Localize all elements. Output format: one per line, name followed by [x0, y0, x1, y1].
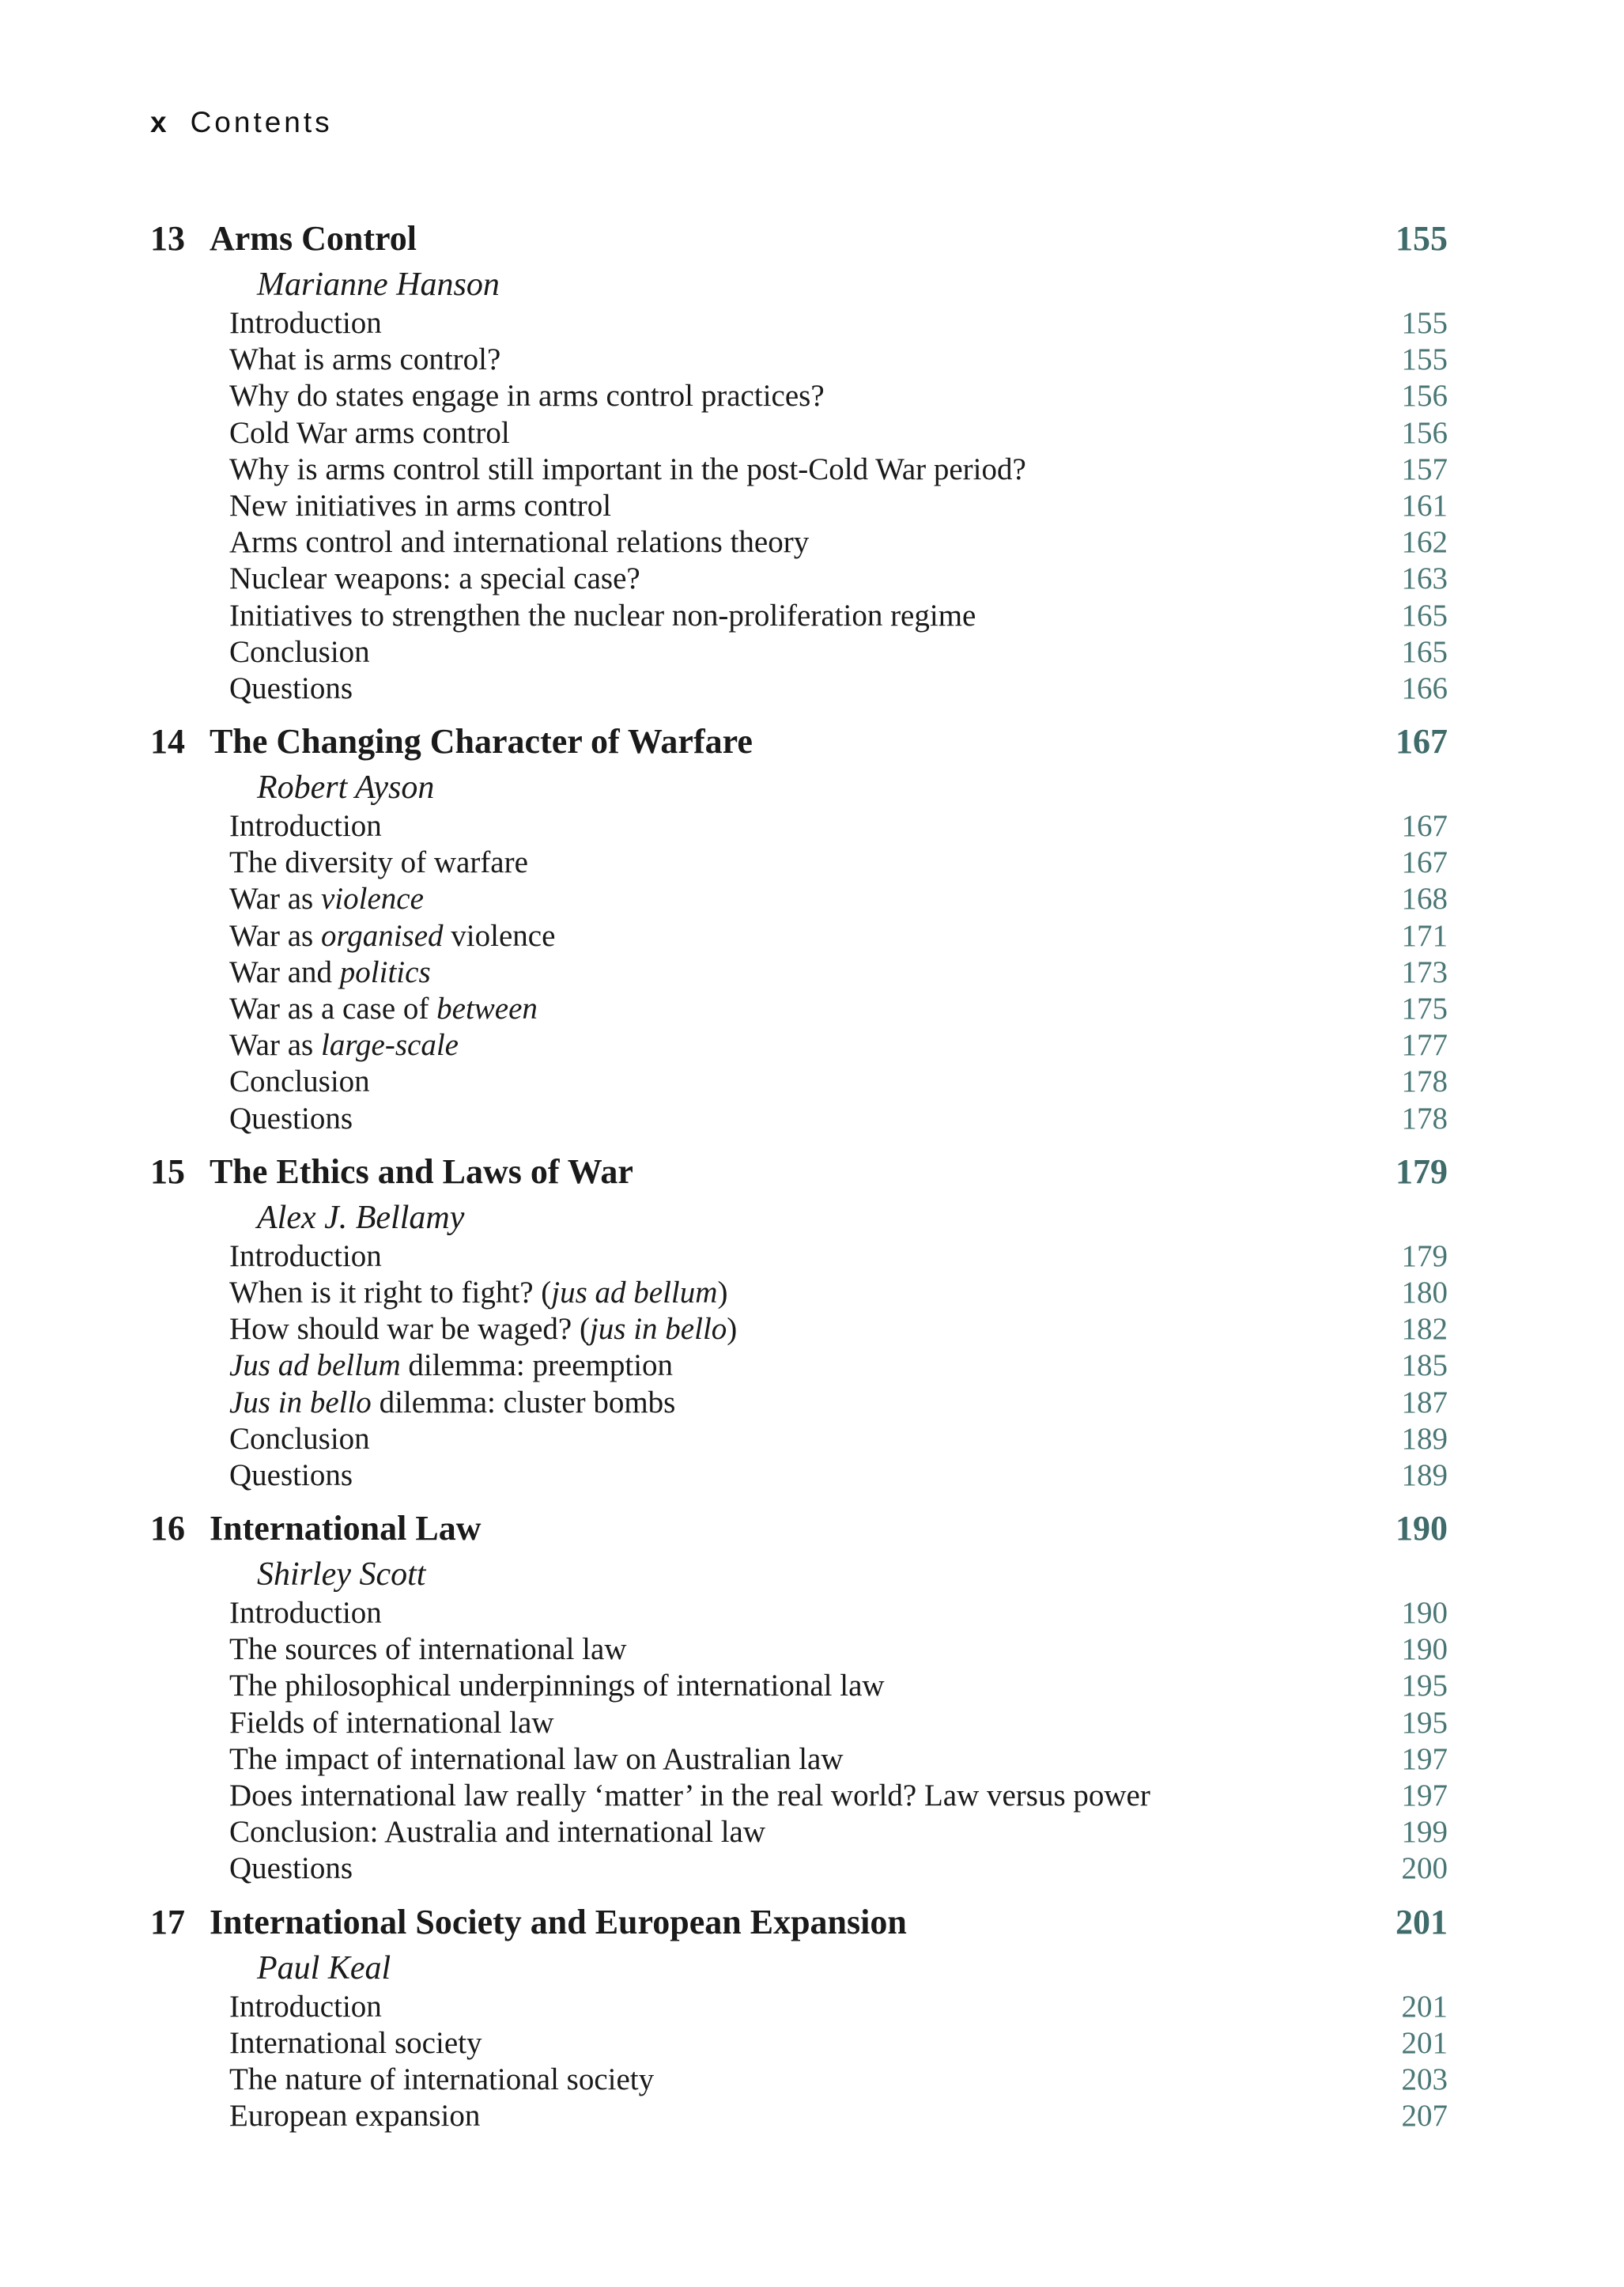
- section-title: [229, 1312, 737, 1346]
- section-title: New initiatives in arms control: [229, 488, 612, 523]
- section-title: Arms control and international relations theory: [229, 525, 810, 560]
- table-of-contents: [150, 214, 1448, 2144]
- section-title: Questions: [229, 671, 353, 705]
- section-entry: [150, 2098, 1448, 2134]
- section-title: Why is arms control still important in the post-Cold War period?: [229, 452, 1026, 486]
- section-title-italic: Jus ad bellum: [229, 1348, 401, 1383]
- section-page-number: 180: [1401, 1275, 1448, 1310]
- section-page-number: 167: [1401, 845, 1448, 880]
- section-title: European expansion: [229, 2099, 481, 2134]
- section-title-text: War and: [229, 954, 340, 989]
- section-page-number: 166: [1401, 671, 1448, 705]
- chapter-entry: [150, 1147, 1448, 1494]
- section-entry: [150, 2025, 1448, 2062]
- section-page-number: 167: [1401, 809, 1448, 844]
- section-title: Initiatives to strengthen the nuclear non-proliferation regime: [229, 598, 976, 633]
- section-page-number: 189: [1401, 1457, 1448, 1492]
- section-title: Cold War arms control: [229, 415, 510, 450]
- section-title: The impact of international law on Australian law: [229, 1741, 844, 1776]
- section-entry: [150, 342, 1448, 378]
- section-title: Introduction: [229, 1238, 382, 1273]
- section-entry: [150, 808, 1448, 845]
- section-title: [229, 1385, 675, 1419]
- section-page-number: 195: [1401, 1669, 1448, 1703]
- section-title: What is arms control?: [229, 342, 501, 377]
- chapter-author: Alex J. Bellamy: [257, 1199, 465, 1236]
- chapter-number: 17: [150, 1902, 185, 1941]
- chapter-entry: [150, 1503, 1448, 1888]
- section-page-number: 201: [1401, 1989, 1448, 2024]
- section-entry: [150, 1311, 1448, 1348]
- chapter-title: International Society and European Expansion: [210, 1902, 907, 1941]
- chapter-entry: [150, 214, 1448, 707]
- section-title: [229, 992, 538, 1026]
- section-title: [229, 882, 424, 916]
- section-title-text: When is it right to fight? (: [229, 1275, 552, 1310]
- section-title: International society: [229, 2025, 482, 2060]
- chapter-heading: [150, 1147, 1448, 1197]
- section-entry: [150, 1421, 1448, 1457]
- section-title-italic: Jus in bello: [229, 1385, 372, 1419]
- section-entry: [150, 1238, 1448, 1275]
- section-title-italic: jus in bello: [589, 1312, 727, 1347]
- section-title-text: ): [727, 1312, 738, 1347]
- section-title: Introduction: [229, 1989, 382, 2024]
- section-title-italic: politics: [339, 954, 431, 989]
- section-entry: [150, 1348, 1448, 1384]
- section-page-number: 200: [1401, 1851, 1448, 1886]
- section-page-number: 201: [1401, 2025, 1448, 2060]
- chapter-entry: [150, 716, 1448, 1137]
- section-page-number: 185: [1401, 1348, 1448, 1383]
- chapter-page-number: 155: [1396, 219, 1448, 258]
- section-page-number: 179: [1401, 1238, 1448, 1273]
- chapter-author: Paul Keal: [257, 1949, 391, 1986]
- section-page-number: 197: [1401, 1741, 1448, 1776]
- section-page-number: 190: [1401, 1632, 1448, 1667]
- section-page-number: 156: [1401, 415, 1448, 450]
- running-head-title: Contents: [190, 106, 333, 138]
- section-page-number: 173: [1401, 954, 1448, 989]
- section-entry: [150, 671, 1448, 707]
- section-title: Conclusion: [229, 634, 370, 669]
- section-entry: [150, 1027, 1448, 1064]
- section-title-italic: between: [436, 992, 538, 1026]
- section-title-text: War as: [229, 918, 321, 953]
- section-page-number: 155: [1401, 342, 1448, 377]
- section-entry: [150, 991, 1448, 1027]
- section-title-text: War as: [229, 882, 321, 917]
- section-page-number: 165: [1401, 634, 1448, 669]
- section-title-italic: jus ad bellum: [551, 1275, 718, 1310]
- section-page-number: 155: [1401, 306, 1448, 340]
- section-entry: [150, 1064, 1448, 1100]
- section-title: The sources of international law: [229, 1632, 627, 1667]
- section-title: Nuclear weapons: a special case?: [229, 561, 640, 596]
- section-entry: [150, 1385, 1448, 1421]
- section-title-text: dilemma: preemption: [400, 1348, 674, 1383]
- section-page-number: 156: [1401, 379, 1448, 414]
- section-title: Conclusion: [229, 1421, 370, 1456]
- section-title: The philosophical underpinnings of international law: [229, 1669, 885, 1703]
- section-entry: [150, 1989, 1448, 2025]
- section-title-italic: organised: [320, 918, 444, 953]
- section-entry: [150, 1668, 1448, 1704]
- section-title: The diversity of warfare: [229, 845, 528, 880]
- section-page-number: 199: [1401, 1815, 1448, 1850]
- section-page-number: 195: [1401, 1705, 1448, 1740]
- section-title: The nature of international society: [229, 2062, 655, 2096]
- section-entry: [150, 1275, 1448, 1311]
- chapter-page-number: 167: [1396, 722, 1448, 762]
- section-entry: [150, 598, 1448, 634]
- chapter-author: Marianne Hanson: [257, 267, 500, 303]
- section-title: [229, 919, 555, 953]
- section-title: Why do states engage in arms control practices?: [229, 379, 825, 414]
- section-page-number: 175: [1401, 992, 1448, 1026]
- section-title: [229, 1348, 673, 1382]
- section-entry: [150, 1705, 1448, 1741]
- section-entry: [150, 378, 1448, 414]
- section-title: Conclusion: Australia and international law: [229, 1815, 766, 1850]
- section-title-text: How should war be waged? (: [229, 1312, 590, 1347]
- chapter-page-number: 179: [1396, 1151, 1448, 1191]
- section-page-number: 171: [1401, 918, 1448, 953]
- section-entry: [150, 1814, 1448, 1850]
- section-entry: [150, 2062, 1448, 2098]
- section-title: Introduction: [229, 1596, 382, 1631]
- section-title: Introduction: [229, 306, 382, 340]
- chapter-author: Shirley Scott: [257, 1556, 426, 1593]
- chapter-number: 14: [150, 722, 185, 762]
- chapter-author: Robert Ayson: [257, 769, 435, 807]
- section-title: Introduction: [229, 809, 382, 844]
- section-entry: [150, 1741, 1448, 1778]
- section-page-number: 157: [1401, 452, 1448, 486]
- section-entry: [150, 488, 1448, 524]
- section-page-number: 187: [1401, 1385, 1448, 1419]
- section-title-italic: violence: [320, 882, 424, 917]
- section-title: Does international law really ‘matter’ in the real world? Law versus power: [229, 1779, 1150, 1813]
- section-title-text: War as: [229, 1028, 321, 1063]
- section-title: [229, 955, 431, 989]
- section-page-number: 197: [1401, 1779, 1448, 1813]
- section-page-number: 165: [1401, 598, 1448, 633]
- section-entry: [150, 524, 1448, 561]
- section-page-number: 168: [1401, 882, 1448, 917]
- chapter-title: Arms Control: [210, 219, 417, 258]
- section-entry: [150, 1101, 1448, 1137]
- section-page-number: 189: [1401, 1421, 1448, 1456]
- section-title-text: ): [717, 1275, 728, 1310]
- section-page-number: 162: [1401, 525, 1448, 560]
- section-title-italic: large-scale: [320, 1028, 459, 1063]
- section-page-number: 177: [1401, 1028, 1448, 1063]
- section-entry: [150, 415, 1448, 452]
- section-title: Questions: [229, 1851, 353, 1886]
- section-title-text: War as a case of: [229, 992, 437, 1026]
- section-entry: [150, 634, 1448, 671]
- section-entry: [150, 954, 1448, 991]
- section-entry: [150, 305, 1448, 342]
- chapter-title: The Ethics and Laws of War: [210, 1151, 633, 1191]
- section-entry: [150, 1631, 1448, 1668]
- section-entry: [150, 1850, 1448, 1887]
- section-page-number: 178: [1401, 1101, 1448, 1136]
- chapter-number: 13: [150, 219, 185, 258]
- section-page-number: 163: [1401, 561, 1448, 596]
- section-page-number: 161: [1401, 488, 1448, 523]
- section-entry: [150, 918, 1448, 954]
- chapter-heading: [150, 716, 1448, 767]
- section-entry: [150, 881, 1448, 917]
- section-page-number: 190: [1401, 1596, 1448, 1631]
- chapter-heading: [150, 214, 1448, 264]
- section-entry: [150, 1778, 1448, 1814]
- section-title: Conclusion: [229, 1064, 370, 1099]
- section-title-text: violence: [443, 918, 556, 953]
- section-title: [229, 1276, 727, 1310]
- chapter-page-number: 201: [1396, 1902, 1448, 1941]
- chapter-heading: [150, 1503, 1448, 1554]
- section-entry: [150, 1595, 1448, 1631]
- section-page-number: 203: [1401, 2062, 1448, 2096]
- section-title: Fields of international law: [229, 1705, 554, 1740]
- page-folio: x: [150, 106, 170, 138]
- chapter-page-number: 190: [1396, 1509, 1448, 1548]
- chapter-title: The Changing Character of Warfare: [210, 722, 753, 762]
- section-page-number: 178: [1401, 1064, 1448, 1099]
- chapter-title: International Law: [210, 1509, 482, 1548]
- section-page-number: 182: [1401, 1312, 1448, 1347]
- section-entry: [150, 452, 1448, 488]
- section-title-text: dilemma: cluster bombs: [371, 1385, 676, 1419]
- section-title: [229, 1028, 459, 1062]
- running-head: [150, 106, 333, 139]
- section-title: Questions: [229, 1457, 353, 1492]
- chapter-heading: [150, 1897, 1448, 1948]
- chapter-number: 16: [150, 1509, 185, 1548]
- section-entry: [150, 1457, 1448, 1494]
- chapter-number: 15: [150, 1151, 185, 1191]
- section-entry: [150, 561, 1448, 597]
- section-entry: [150, 845, 1448, 881]
- section-title: Questions: [229, 1101, 353, 1136]
- section-page-number: 207: [1401, 2099, 1448, 2134]
- chapter-entry: [150, 1897, 1448, 2135]
